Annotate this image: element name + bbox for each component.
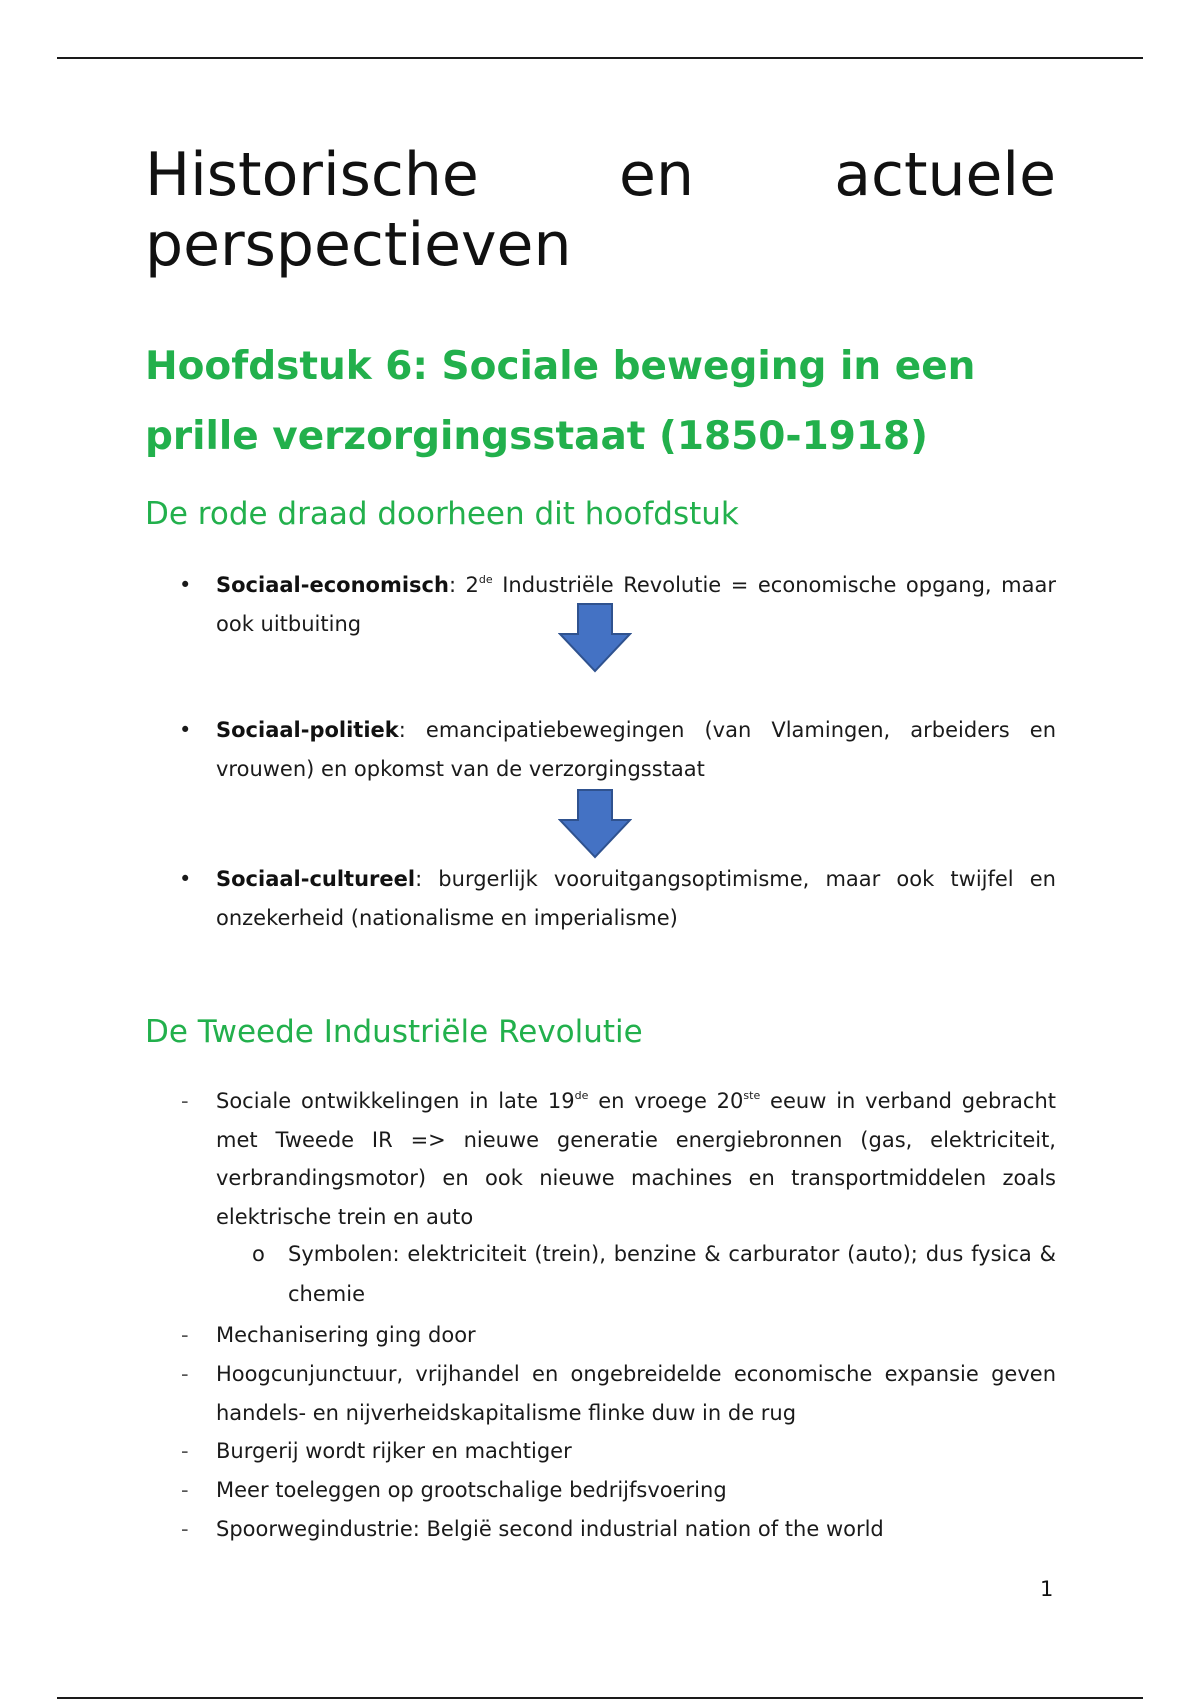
chapter-heading: Hoofdstuk 6: Sociale beweging in een prille verzorgingsstaat (1850-1918) [145,344,976,459]
bullet-marker: • [179,867,192,891]
bullet-marker: • [179,573,192,597]
header-rule [57,57,1143,59]
list-item-social-developments: Sociale ontwikkelingen in late 19de en vroege 20ste eeuw in verband gebracht met Tweede IR => nieuwe generatie energiebronnen (gas, elektriciteit, verbrandingsmotor) en ook nieuwe machines en transportmiddelen zoals elektrische trein en auto [216,1089,1056,1229]
dash-marker: - [181,1323,189,1347]
dash-marker: - [181,1439,189,1463]
dash-marker: - [181,1478,189,1502]
list-item-socio-political: Sociaal-politiek: emancipatiebewegingen (van Vlamingen, arbeiders en vrouwen) en opkomst van de verzorgingsstaat [216,718,1056,781]
list-item-socio-economic: Sociaal-economisch: 2de Industriële Revolutie = economische opgang, maar ook uitbuiting [216,573,1056,636]
term-label: Sociaal-economisch [216,573,449,597]
list-item: Burgerij wordt rijker en machtiger [216,1439,572,1463]
document-title: Historische en actuele perspectieven [145,140,1056,280]
section-heading-second-industrial-revolution: De Tweede Industriële Revolutie [145,1014,643,1050]
down-arrow-icon [558,603,632,673]
page-number: 1 [1040,1577,1054,1601]
list-item: Meer toeleggen op grootschalige bedrijfsvoering [216,1478,727,1502]
dash-marker: - [181,1517,189,1541]
section-heading-red-thread: De rode draad doorheen dit hoofdstuk [145,496,739,532]
down-arrow-icon [558,789,632,859]
term-label: Sociaal-cultureel [216,867,416,891]
list-item: Spoorwegindustrie: België second industrial nation of the world [216,1517,884,1541]
term-label: Sociaal-politiek [216,718,399,742]
list-item: Mechanisering ging door [216,1323,476,1347]
list-item-socio-cultural: Sociaal-cultureel: burgerlijk vooruitgangsoptimisme, maar ook twijfel en onzekerheid (nationalisme en imperialisme) [216,867,1056,930]
footer-rule [57,1697,1143,1699]
list-item: Hoogcunjunctuur, vrijhandel en ongebreidelde economische expansie geven handels- en nijverheidskapitalisme flinke duw in de rug [216,1362,1056,1425]
sub-bullet-marker: o [252,1242,265,1266]
dash-marker: - [181,1089,189,1113]
bullet-marker: • [179,718,192,742]
dash-marker: - [181,1362,189,1386]
sub-list-item-symbols: Symbolen: elektriciteit (trein), benzine & carburator (auto); dus fysica & chemie [288,1242,1056,1306]
